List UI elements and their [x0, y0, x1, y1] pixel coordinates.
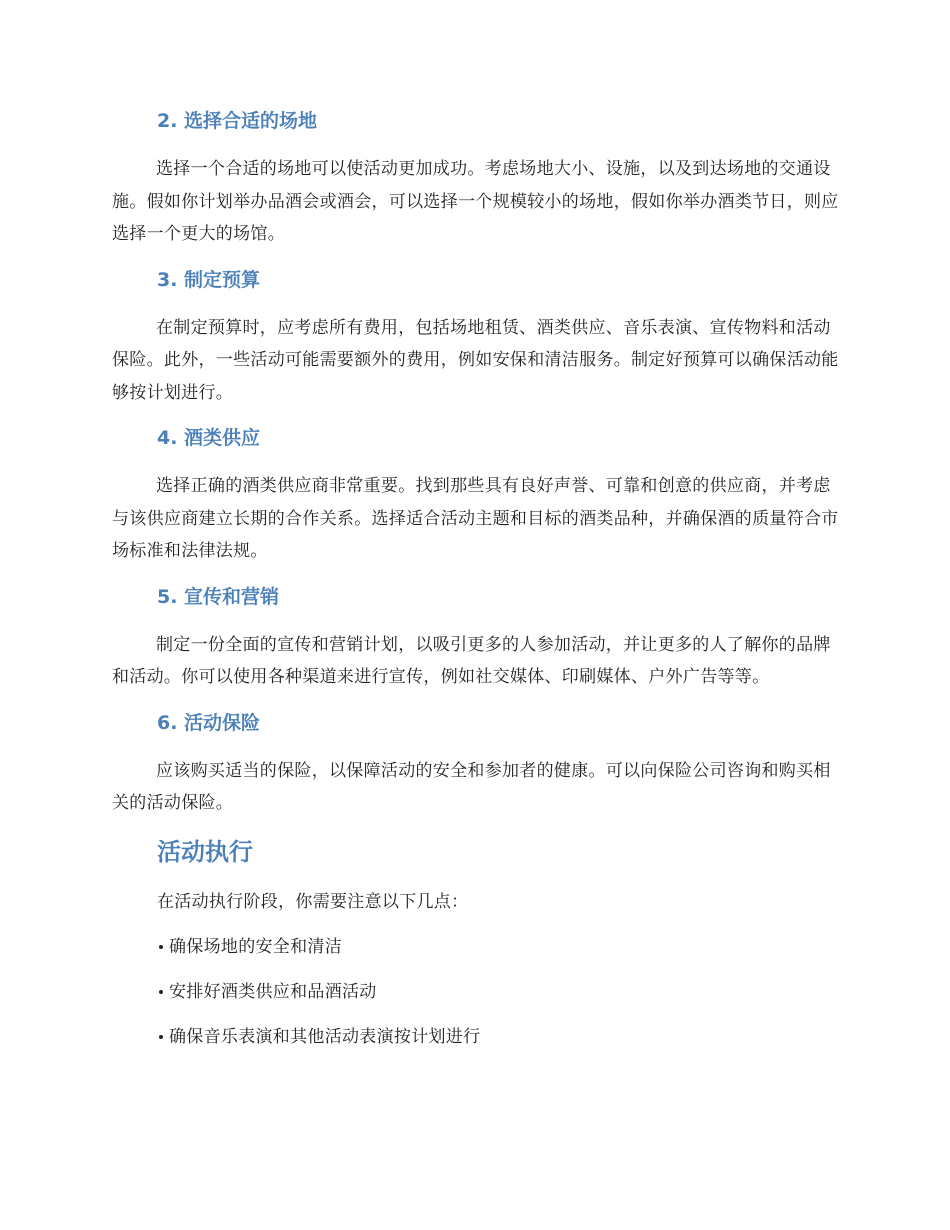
document-content [112, 108, 840, 1068]
execution-list [157, 933, 840, 1051]
section-body-budget: 在制定预算时，应考虑所有费用，包括场地租赁、酒类供应、音乐表演、宣传物料和活动保险。此外，一些活动可能需要额外的费用，例如安保和清洁服务。制定好预算可以确保活动能够按计划进行。 [112, 317, 839, 403]
section-heading-venue: 2. 选择合适的场地 [157, 110, 318, 132]
list-item-text: 确保音乐表演和其他活动表演按计划进行 [169, 1026, 481, 1047]
list-item-text: 安排好酒类供应和品酒活动 [169, 981, 377, 1002]
list-item-text: 确保场地的安全和清洁 [169, 936, 342, 957]
list-item [157, 978, 840, 1006]
section-body-venue: 选择一个合适的场地可以使活动更加成功。考虑场地大小、设施，以及到达场地的交通设施。假如你计划举办品酒会或酒会，可以选择一个规模较小的场地，假如你举办酒类节日，则应选择一个更大的场馆。 [112, 159, 839, 244]
execution-heading: 活动执行 [157, 837, 253, 866]
execution-intro: 在活动执行阶段，你需要注意以下几点： [157, 891, 469, 912]
list-item [157, 933, 840, 961]
bullet-icon [159, 990, 163, 994]
section-heading-budget: 3. 制定预算 [157, 268, 261, 291]
bullet-icon [159, 1035, 163, 1039]
list-item [157, 1023, 840, 1051]
section-heading-supply: 4. 酒类供应 [157, 427, 261, 449]
section-body-insurance: 应该购买适当的保险，以保障活动的安全和参加者的健康。可以向保险公司咨询和购买相关的活动保险。 [112, 760, 831, 813]
section-body-supply: 选择正确的酒类供应商非常重要。找到那些具有良好声誉、可靠和创意的供应商，并考虑与该供应商建立长期的合作关系。选择适合活动主题和目标的酒类品种，并确保酒的质量符合市场标准和法律法规。 [112, 476, 839, 561]
section-heading-marketing: 5. 宣传和营销 [157, 585, 280, 608]
section-body-marketing: 制定一份全面的宣传和营销计划，以吸引更多的人参加活动，并让更多的人了解你的品牌和活动。你可以使用各种渠道来进行宣传，例如社交媒体、印刷媒体、户外广告等等。 [112, 634, 831, 687]
section-heading-insurance: 6. 活动保险 [157, 711, 261, 734]
bullet-icon [159, 945, 163, 949]
